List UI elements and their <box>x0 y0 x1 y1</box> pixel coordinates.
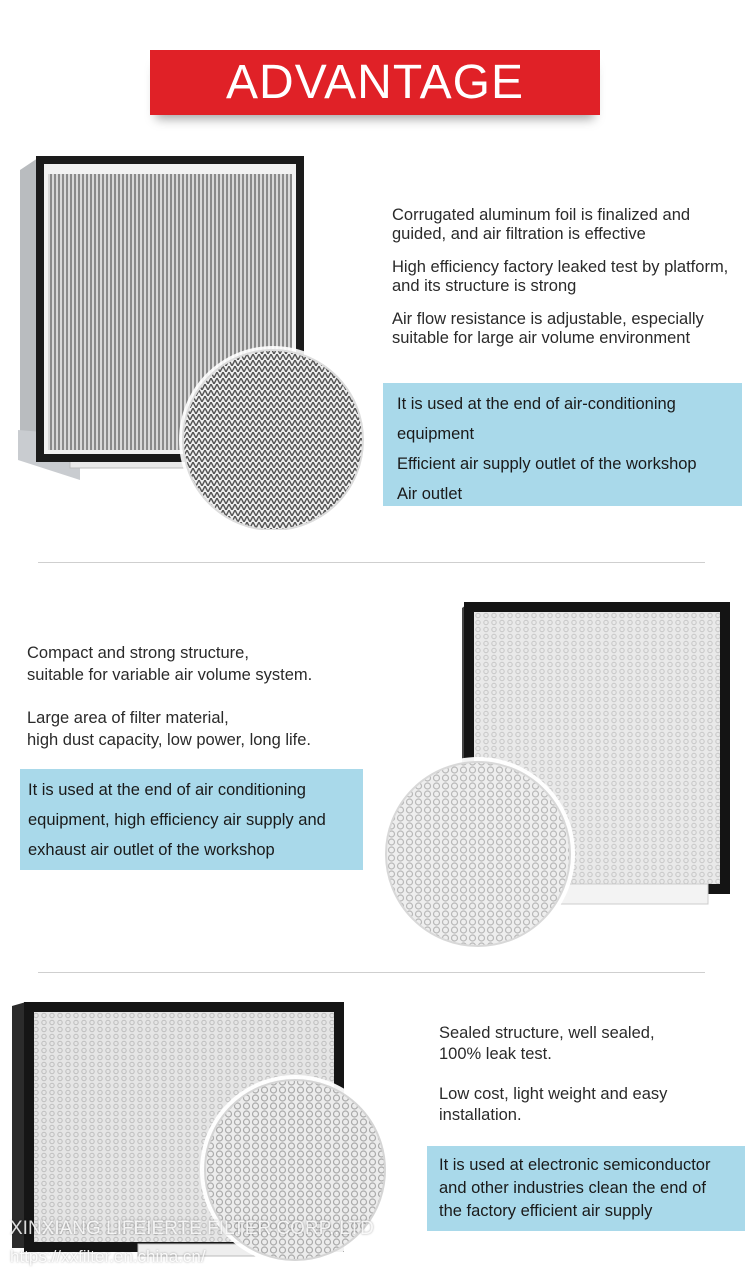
section2-point-2 <box>27 709 377 750</box>
filter-image-1 <box>10 150 385 530</box>
section3-box-line: and other industries clean the end of <box>439 1179 706 1197</box>
section3-point-1 <box>439 1024 739 1064</box>
section3-point-2-line2: installation. <box>439 1106 522 1124</box>
section2-box-line: exhaust air outlet of the workshop <box>28 841 275 859</box>
url-watermark: https://xxfilter.en.china.cn/ <box>10 1247 206 1266</box>
section3-point-2 <box>439 1085 739 1125</box>
divider <box>38 972 705 973</box>
section1-application-box <box>383 383 742 506</box>
section2-box-line: equipment, high efficiency air supply and <box>28 811 326 829</box>
section2-point-1-line2: suitable for variable air volume system. <box>27 666 313 684</box>
divider <box>38 562 705 563</box>
section3-points <box>439 1024 739 1146</box>
section2-application-box <box>20 769 363 870</box>
section1-box-line: Efficient air supply outlet of the workshop <box>397 455 697 473</box>
section3-point-2-line1: Low cost, light weight and easy <box>439 1085 668 1103</box>
section2-points <box>27 644 377 750</box>
section1-point-2: High efficiency factory leaked test by platform, and its structure is strong <box>392 258 729 295</box>
section2-point-2-line1: Large area of filter material, <box>27 709 229 727</box>
section3-point-1-line1: Sealed structure, well sealed, <box>439 1024 655 1042</box>
section3-application-box <box>427 1146 745 1231</box>
filter-image-2 <box>378 598 738 948</box>
section3-box-line: It is used at electronic semiconductor <box>439 1156 711 1174</box>
section2-box-line: It is used at the end of air conditioning <box>28 781 306 799</box>
section1-box-line: Air outlet <box>397 485 463 503</box>
section1-box-line: equipment <box>397 425 475 443</box>
advantage-banner <box>150 50 600 115</box>
section2-point-1 <box>27 644 377 685</box>
section1-box-line: It is used at the end of air-conditioning <box>397 395 676 413</box>
section3-box-line: the factory efficient air supply <box>439 1202 653 1220</box>
section2-point-1-line1: Compact and strong structure, <box>27 644 249 662</box>
section1-point-3: Air flow resistance is adjustable, especially suitable for large air volume environment <box>392 310 704 347</box>
section1-point-1: Corrugated aluminum foil is finalized and guided, and air filtration is effective <box>392 206 691 243</box>
company-watermark: XINXIANG LIFEIERTE FILTER CORP.,LTD <box>10 1218 374 1239</box>
section1-points <box>392 206 744 362</box>
section2-point-2-line2: high dust capacity, low power, long life. <box>27 731 312 749</box>
section3-point-1-line2: 100% leak test. <box>439 1045 552 1063</box>
banner-title: ADVANTAGE <box>226 56 524 109</box>
